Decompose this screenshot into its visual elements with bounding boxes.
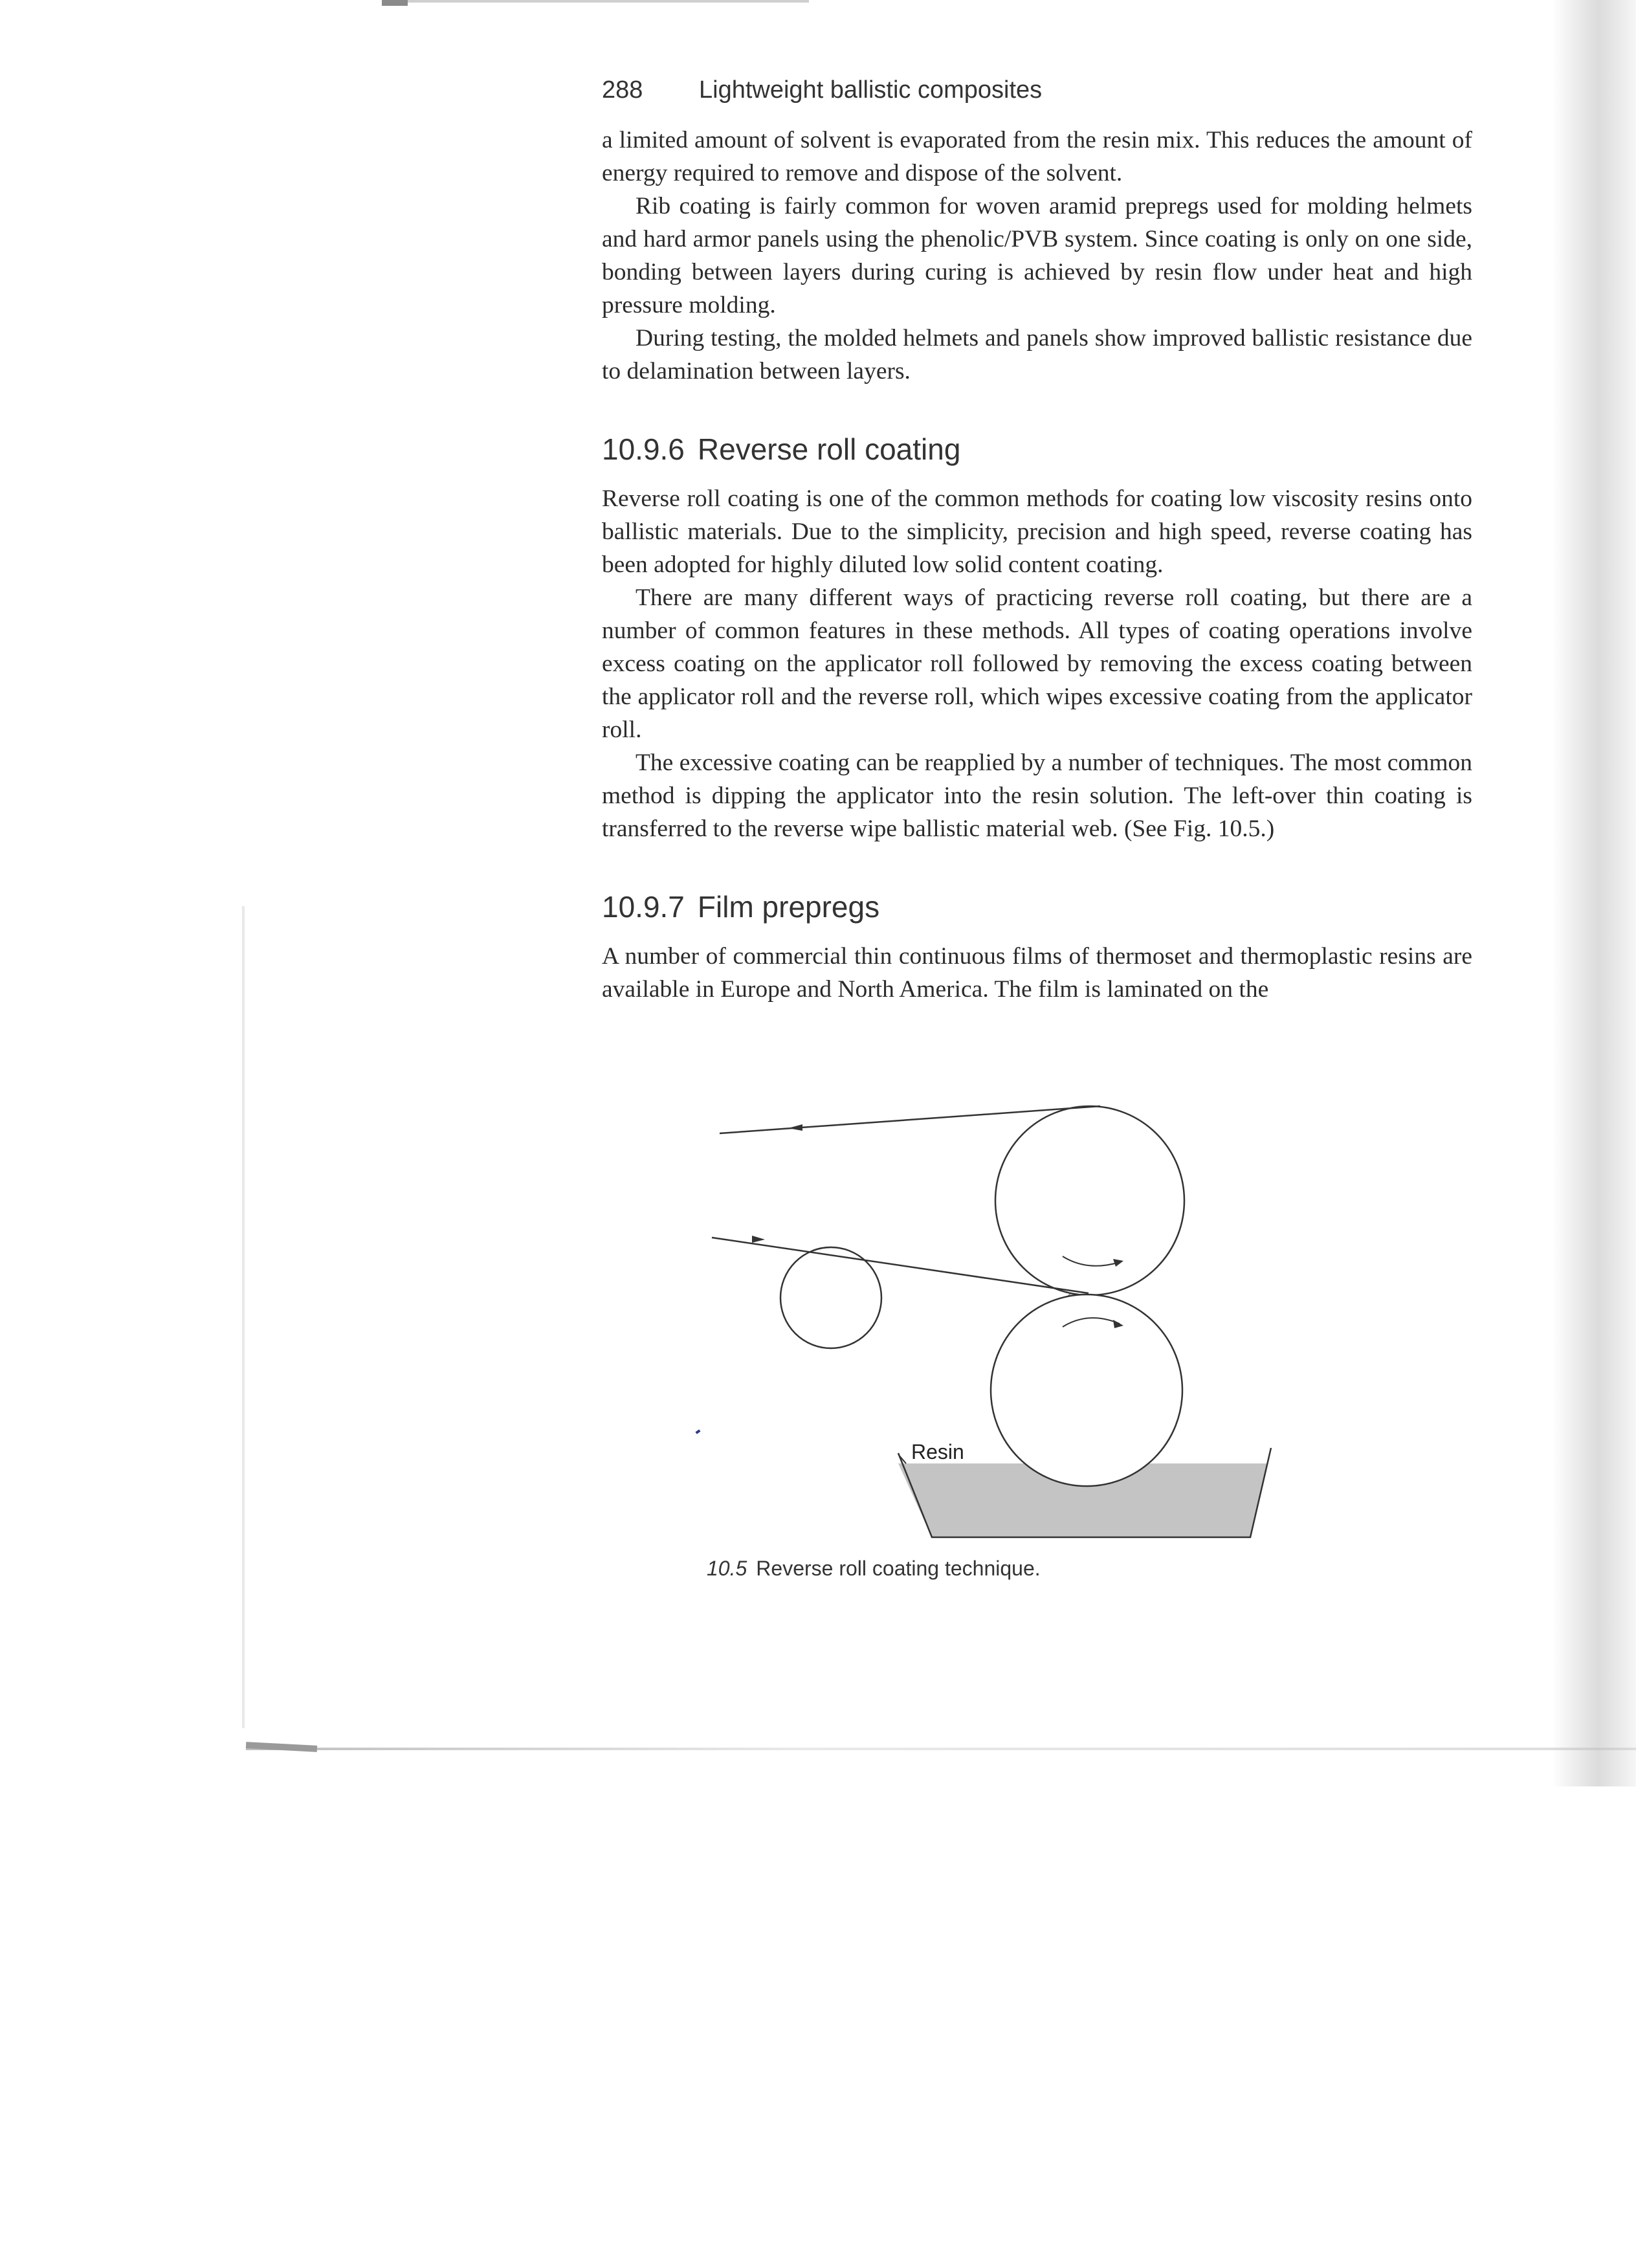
page-number: 288 xyxy=(602,76,643,104)
section-title: Reverse roll coating xyxy=(697,432,961,466)
book-page xyxy=(602,76,1472,1006)
section-number: 10.9.7 xyxy=(602,890,685,924)
applicator-roll xyxy=(991,1295,1182,1486)
web-feed-arrow xyxy=(752,1236,765,1243)
paragraph: During testing, the molded helmets and panels show improved ballistic resistance due to delamination between layers. xyxy=(602,325,1472,384)
paragraph: a limited amount of solvent is evaporated from the resin mix. This reduces the amount of energy required to remove and dispose of the solvent. xyxy=(602,127,1472,186)
scan-edge-bottom-mark xyxy=(246,1742,317,1752)
guide-roll xyxy=(780,1247,881,1348)
scan-page-fold xyxy=(242,906,245,1728)
reverse-roll xyxy=(995,1106,1184,1295)
figure-diagram xyxy=(692,1078,1275,1628)
figure-number: 10.5 xyxy=(707,1557,747,1580)
resin-label: Resin xyxy=(911,1440,964,1463)
paragraph: Reverse roll coating is one of the common methods for coating low viscosity resins onto ballistic materials. Due to the simplicity, precision and high speed, reverse coating has been adopted for highly diluted low solid content coating. xyxy=(602,485,1472,578)
paragraph: There are many different ways of practicing reverse roll coating, but there are a number of common features in these methods. All types of coating operations involve excess coating on the applicator roll followed by removing the excess coating between the applicator roll and the reverse roll, which wipes excessive coating from the applicator roll. xyxy=(602,584,1472,743)
figure-caption-text: Reverse roll coating technique. xyxy=(756,1557,1041,1580)
scan-edge-bottom xyxy=(246,1748,1636,1750)
book-title: Lightweight ballistic composites xyxy=(699,76,1043,104)
running-head xyxy=(602,76,1472,104)
figure-caption xyxy=(707,1557,1041,1581)
paragraph: A number of commercial thin continuous films of thermoset and thermoplastic resins are available in Europe and North America. The film is laminated on the xyxy=(602,943,1472,1003)
figure-reverse-roll-coating xyxy=(692,1078,1275,1628)
paragraph: The excessive coating can be reapplied by a number of techniques. The most common method is dipping the applicator into the resin solution. The left-over thin coating is transferred to the reverse wipe ballistic material web. (See Fig. 10.5.) xyxy=(602,750,1472,842)
section-number: 10.9.6 xyxy=(602,432,685,466)
section-title: Film prepregs xyxy=(697,890,880,924)
paragraph: Rib coating is fairly common for woven aramid prepregs used for molding helmets and hard armor panels using the phenolic/PVB system. Since coating is only on one side, bonding between layers during curing is achieved by resin flow under heat and high pressure molding. xyxy=(602,193,1472,318)
scan-binding-shadow xyxy=(1552,0,1636,1786)
section-heading xyxy=(602,432,1472,467)
scan-edge-top xyxy=(382,0,809,3)
section-heading xyxy=(602,889,1472,924)
scan-edge-mark xyxy=(382,0,408,6)
